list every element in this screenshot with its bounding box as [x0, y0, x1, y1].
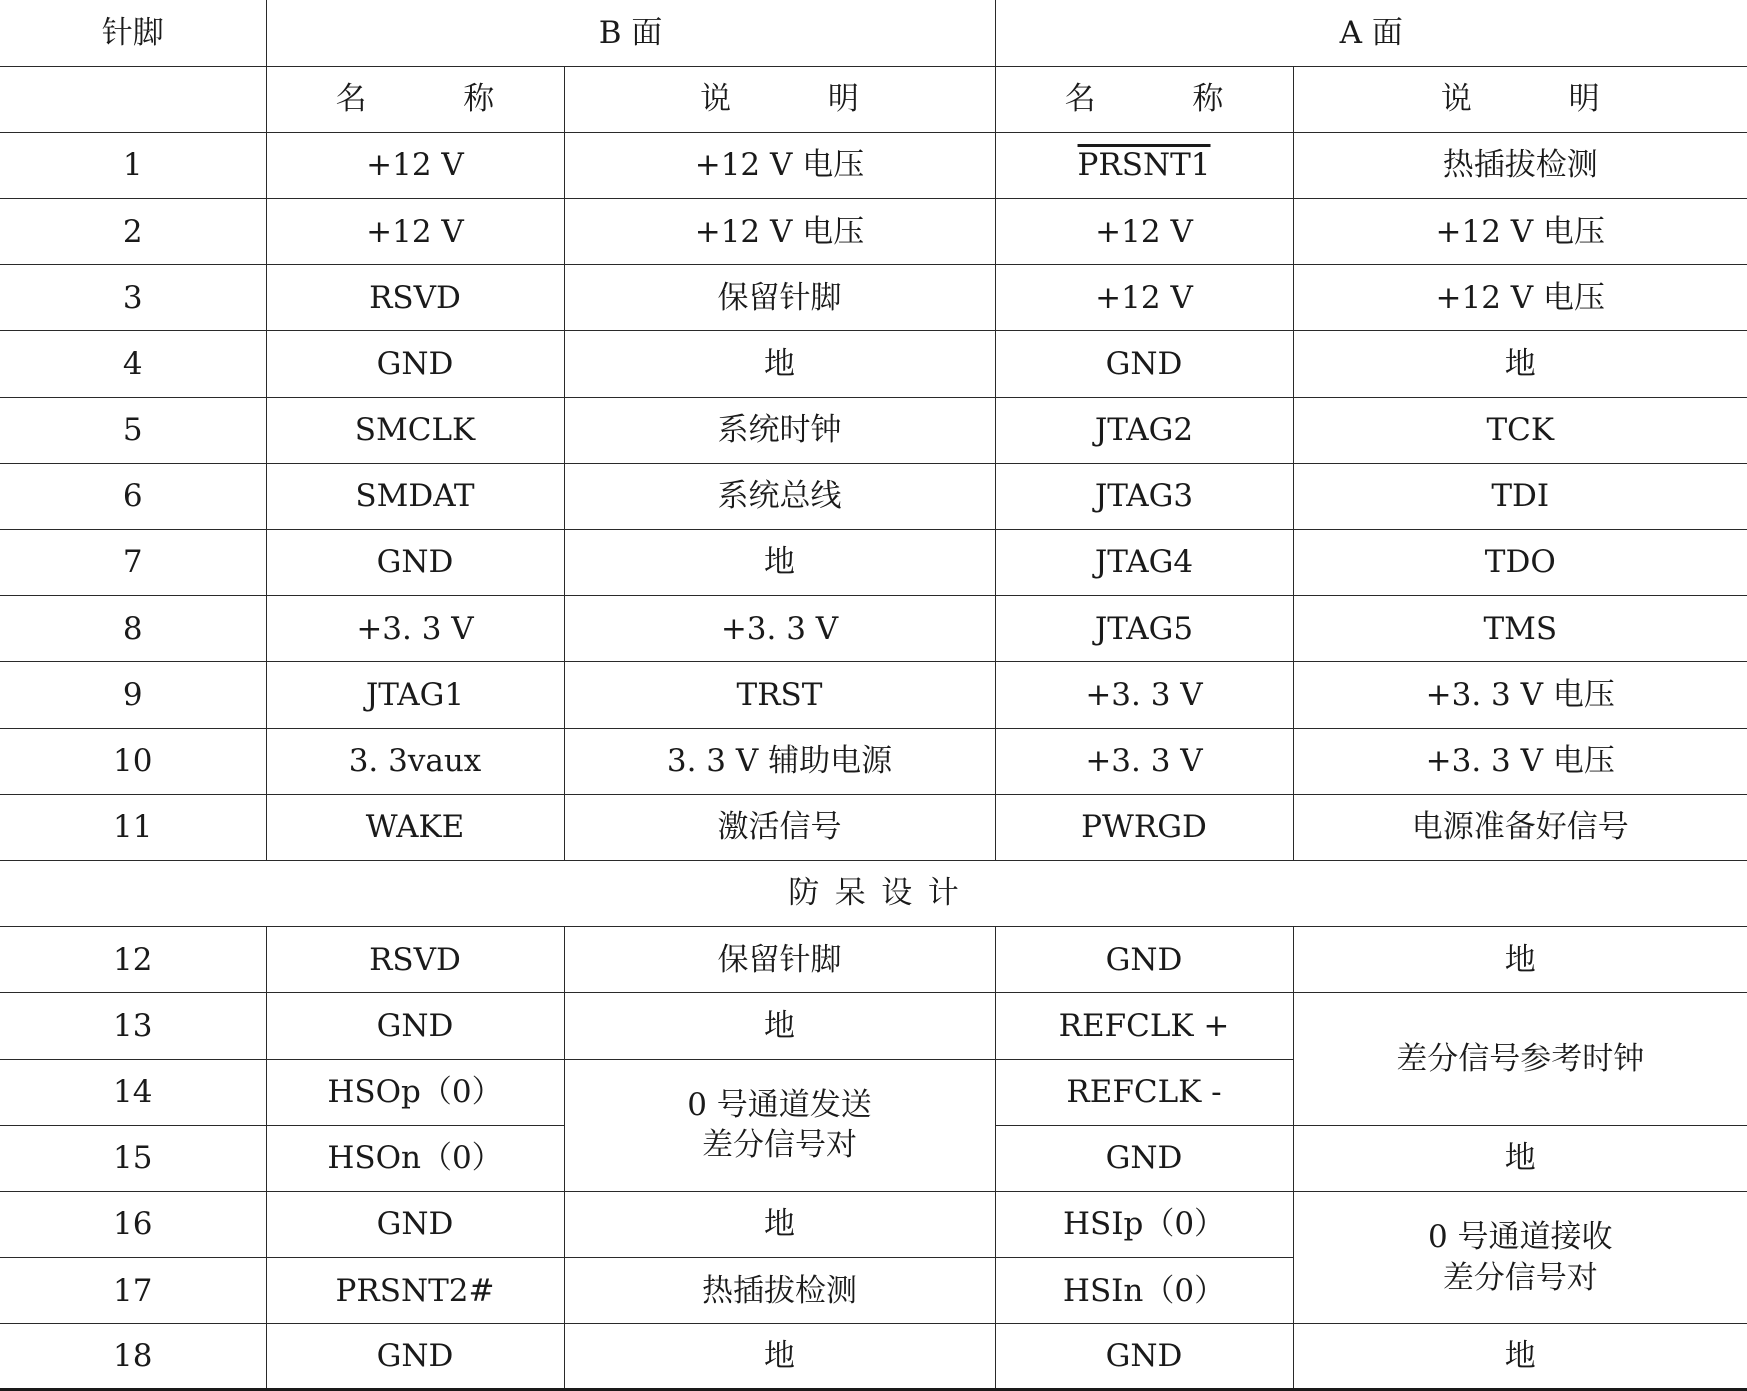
table-row: [0, 596, 1747, 662]
a-desc: TMS: [1293, 596, 1747, 662]
b-name: GND: [266, 1324, 564, 1390]
b-name: SMDAT: [266, 463, 564, 529]
b-desc: +12 V 电压: [564, 199, 995, 265]
b-name: GND: [266, 1191, 564, 1257]
a-desc-line1: 0 号通道接收: [1427, 1219, 1613, 1256]
b-name: GND: [266, 993, 564, 1059]
b-name: WAKE: [266, 794, 564, 860]
a-name: HSIn（0）: [995, 1258, 1293, 1324]
pin-number: 2: [0, 199, 266, 265]
pin-number: 13: [0, 993, 266, 1059]
pin-number: 11: [0, 794, 266, 860]
a-name: HSIp（0）: [995, 1191, 1293, 1257]
b-name: HSOn（0）: [266, 1125, 564, 1191]
pin-number: 10: [0, 728, 266, 794]
b-desc: +3. 3 V: [564, 596, 995, 662]
table-row: [0, 530, 1747, 596]
b-desc: 保留针脚: [564, 927, 995, 993]
a-name: GND: [995, 1324, 1293, 1390]
b-name: +12 V: [266, 132, 564, 198]
header-a-name: 名 称: [995, 66, 1293, 132]
a-name: JTAG3: [995, 463, 1293, 529]
b-desc: 热插拔检测: [564, 1258, 995, 1324]
a-name: GND: [995, 927, 1293, 993]
a-desc: 热插拔检测: [1293, 132, 1747, 198]
table-row: [0, 397, 1747, 463]
a-desc: 地: [1293, 1324, 1747, 1390]
b-desc-merged: [564, 1059, 995, 1191]
a-name: JTAG5: [995, 596, 1293, 662]
divider-label: 防呆设计: [0, 860, 1747, 926]
header-a-desc: 说 明: [1293, 66, 1747, 132]
pin-number: 15: [0, 1125, 266, 1191]
header-b-name: 名 称: [266, 66, 564, 132]
b-name: +3. 3 V: [266, 596, 564, 662]
b-desc: TRST: [564, 662, 995, 728]
pin-number: 1: [0, 132, 266, 198]
header-row-1: [0, 0, 1747, 66]
header-row-2: [0, 66, 1747, 132]
pin-number: 6: [0, 463, 266, 529]
pin-number: 18: [0, 1324, 266, 1390]
table-row: [0, 199, 1747, 265]
pin-number: 14: [0, 1059, 266, 1125]
table-row: [0, 927, 1747, 993]
b-name: PRSNT2#: [266, 1258, 564, 1324]
a-desc: 地: [1293, 331, 1747, 397]
a-desc: +3. 3 V 电压: [1293, 728, 1747, 794]
b-desc-line2: 差分信号对: [702, 1127, 857, 1164]
a-desc: 地: [1293, 927, 1747, 993]
a-desc: TDO: [1293, 530, 1747, 596]
a-name: +3. 3 V: [995, 662, 1293, 728]
table-row: [0, 993, 1747, 1059]
b-desc: 系统时钟: [564, 397, 995, 463]
b-desc: 地: [564, 1191, 995, 1257]
pin-number: 5: [0, 397, 266, 463]
header-pin: 针脚: [0, 0, 266, 66]
a-name: REFCLK -: [995, 1059, 1293, 1125]
header-side-b: B 面: [266, 0, 995, 66]
a-name: GND: [995, 1125, 1293, 1191]
a-name: JTAG2: [995, 397, 1293, 463]
pin-number: 17: [0, 1258, 266, 1324]
a-desc-merged: 差分信号参考时钟: [1293, 993, 1747, 1125]
b-name: +12 V: [266, 199, 564, 265]
a-desc-merged: [1293, 1191, 1747, 1323]
b-name: GND: [266, 530, 564, 596]
a-name: +12 V: [995, 199, 1293, 265]
a-desc: +12 V 电压: [1293, 265, 1747, 331]
table-row: [0, 1324, 1747, 1390]
table-row: [0, 1191, 1747, 1257]
a-desc: TDI: [1293, 463, 1747, 529]
table-row: [0, 794, 1747, 860]
table-row: [0, 728, 1747, 794]
b-name: GND: [266, 331, 564, 397]
a-name: PWRGD: [995, 794, 1293, 860]
pin-number: 7: [0, 530, 266, 596]
a-name: JTAG4: [995, 530, 1293, 596]
b-name: HSOp（0）: [266, 1059, 564, 1125]
header-b-desc: 说 明: [564, 66, 995, 132]
a-name: +3. 3 V: [995, 728, 1293, 794]
pin-number: 16: [0, 1191, 266, 1257]
table-row: [0, 331, 1747, 397]
b-name: JTAG1: [266, 662, 564, 728]
a-name: REFCLK +: [995, 993, 1293, 1059]
b-name: RSVD: [266, 927, 564, 993]
b-desc: 激活信号: [564, 794, 995, 860]
a-desc: +12 V 电压: [1293, 199, 1747, 265]
b-name: SMCLK: [266, 397, 564, 463]
pin-number: 12: [0, 927, 266, 993]
table-row: [0, 132, 1747, 198]
a-desc: TCK: [1293, 397, 1747, 463]
divider-row: [0, 860, 1747, 926]
table-row: [0, 265, 1747, 331]
a-desc: 电源准备好信号: [1293, 794, 1747, 860]
b-desc-line1: 0 号通道发送: [687, 1086, 872, 1123]
a-name: PRSNT1: [995, 132, 1293, 198]
table-row: [0, 662, 1747, 728]
pin-number: 8: [0, 596, 266, 662]
table-row: [0, 463, 1747, 529]
b-desc: 地: [564, 1324, 995, 1390]
a-name: +12 V: [995, 265, 1293, 331]
b-desc: 保留针脚: [564, 265, 995, 331]
header-pin-blank: [0, 66, 266, 132]
a-desc: +3. 3 V 电压: [1293, 662, 1747, 728]
pin-number: 4: [0, 331, 266, 397]
b-desc: +12 V 电压: [564, 132, 995, 198]
a-desc-line2: 差分信号对: [1442, 1259, 1598, 1296]
header-side-a: A 面: [995, 0, 1747, 66]
a-desc: 地: [1293, 1125, 1747, 1191]
b-name: RSVD: [266, 265, 564, 331]
b-desc: 地: [564, 993, 995, 1059]
b-desc: 地: [564, 530, 995, 596]
b-desc: 3. 3 V 辅助电源: [564, 728, 995, 794]
a-name: GND: [995, 331, 1293, 397]
pin-number: 9: [0, 662, 266, 728]
b-desc: 系统总线: [564, 463, 995, 529]
pin-number: 3: [0, 265, 266, 331]
b-desc: 地: [564, 331, 995, 397]
b-name: 3. 3vaux: [266, 728, 564, 794]
